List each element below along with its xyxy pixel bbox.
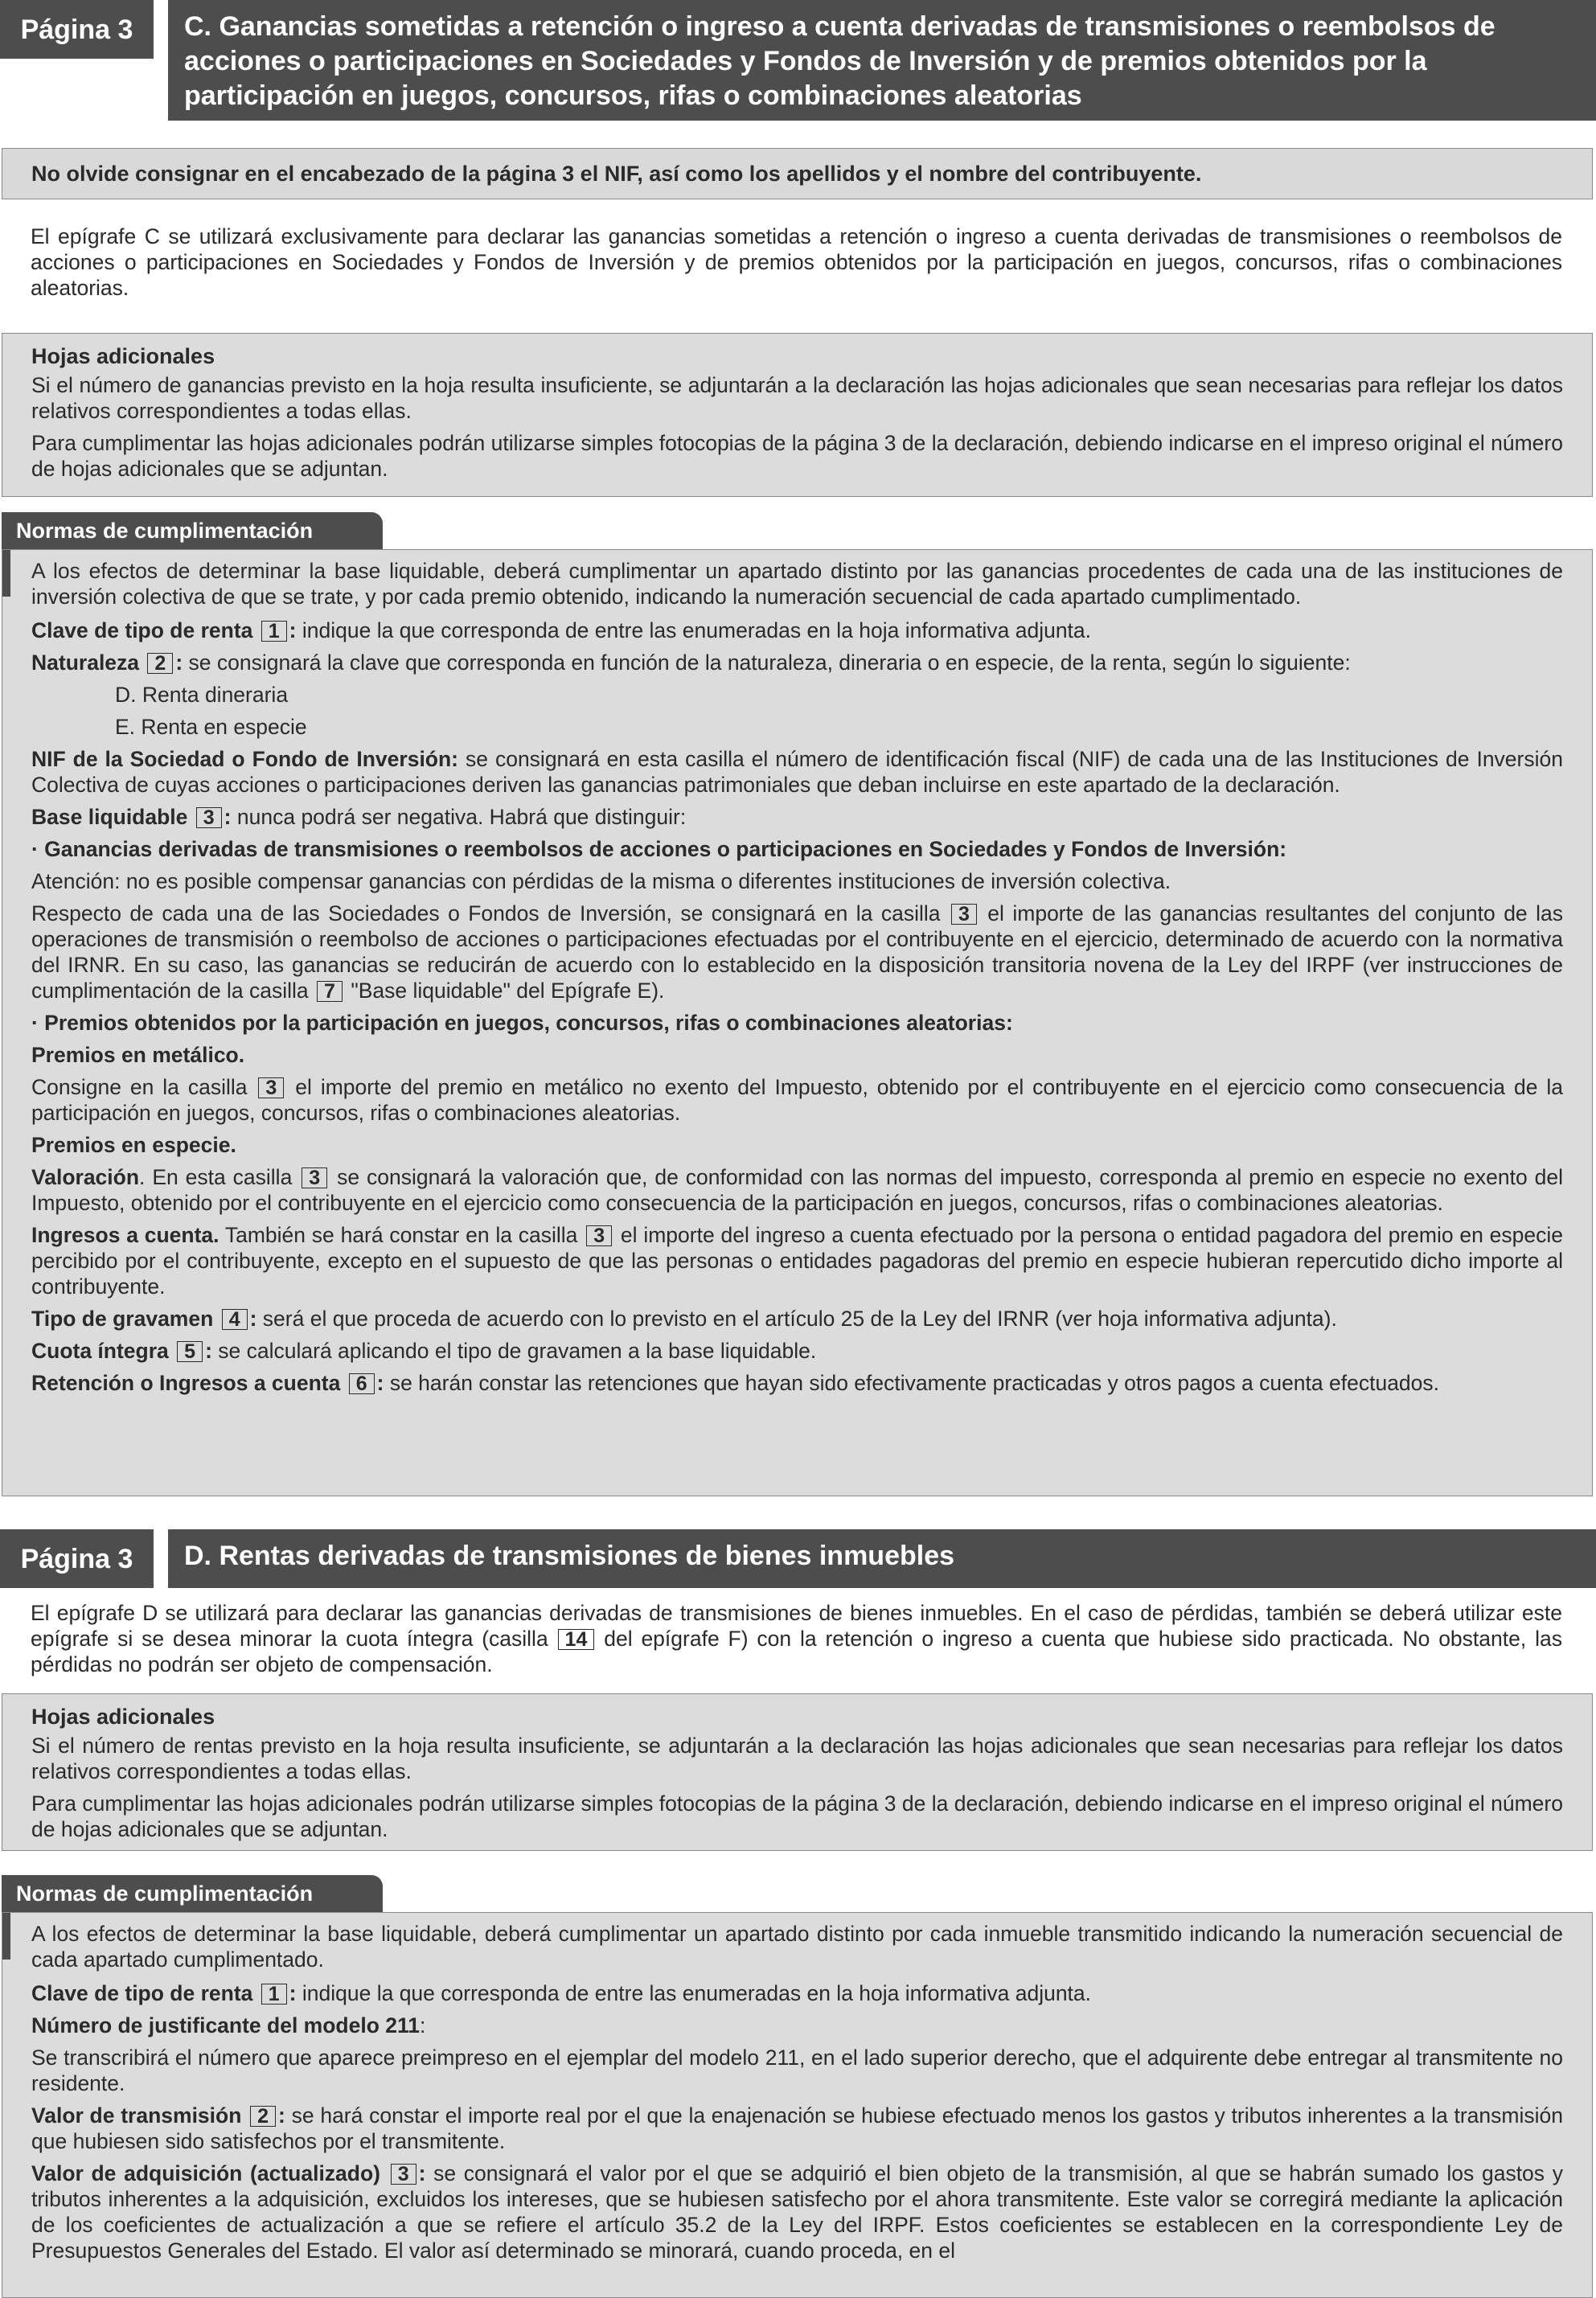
casilla-box: 3: [196, 807, 222, 828]
section-c-title: C. Ganancias sometidas a retención o ingreso a cuenta derivadas de transmisiones o reembolsos de acciones o participaciones en Sociedades y Fondos de Inversión y de premios obtenidos por la participación en juegos, concursos, rifas o combinaciones aleatorias: [168, 0, 1596, 121]
field-label: Tipo de gravamen: [31, 1307, 214, 1331]
ingresos-cuenta-text: Ingresos a cuenta. También se hará constar en la casilla 3 el importe del ingreso a cuenta efectuado por la persona o entidad pagadora del premio en especie percibido por el contribuyente, excepto en el supuesto de que las personas o entidades pagadoras del premio en especie hubieran repercutido dicho importe al contribuyente.: [31, 1223, 1563, 1299]
field-label: Clave de tipo de renta: [31, 618, 253, 642]
casilla-box: 14: [558, 1629, 595, 1650]
field-text: se hará constar el importe real por el que la enajenación se hubiese efectuado menos los gastos y tributos inherentes a la transmisión que hubiesen sido satisfechos por el transmitente.: [31, 2103, 1563, 2153]
field-text: indique la que corresponda de entre las enumeradas en la hoja informativa adjunta.: [302, 618, 1092, 642]
premios-especie-heading: Premios en especie.: [31, 1133, 236, 1157]
nif-notice-text: No olvide consignar en el encabezado de la página 3 el NIF, así como los apellidos y el nombre del contribuyente.: [31, 162, 1202, 186]
casilla-box: 3: [391, 2164, 416, 2185]
retencion-ingresos: Retención o Ingresos a cuenta 6 : se harán constar las retenciones que hayan sido efectivamente practicadas y otros pagos a cuenta efectuados.: [31, 1371, 1440, 1395]
field-text: se consignará en esta casilla el número de identificación fiscal (NIF) de cada una de las Instituciones de Inversión Colectiva de cuyas acciones o participaciones deriven las ganancias patrimoniales que deban incluirse en este apartado de la declaración.: [31, 747, 1563, 797]
casilla-box: 1: [261, 1984, 287, 2005]
casilla-box: 6: [349, 1373, 375, 1394]
field-label: Retención o Ingresos a cuenta: [31, 1371, 341, 1395]
hojas-paragraph: Para cumplimentar las hojas adicionales podrán utilizarse simples fotocopias de la página 3 de la declaración, debiendo indicarse en el impreso original el número de hojas adicionales que se adjuntan.: [31, 431, 1563, 481]
hojas-heading: Hojas adicionales: [31, 1705, 215, 1729]
nif-sociedad: [31, 746, 1563, 798]
ganancias-heading: · Ganancias derivadas de transmisiones o reembolsos de acciones o participaciones en Sociedades y Fondos de Inversión:: [31, 837, 1287, 861]
field-text: será el que proceda de acuerdo con lo previsto en el artículo 25 de la Ley del IRNR (ver hoja informativa adjunta).: [262, 1307, 1337, 1331]
atencion-text: Atención: no es posible compensar ganancias con pérdidas de la misma o diferentes instituciones de inversión colectiva.: [31, 869, 1171, 893]
field-label: Valor de transmisión: [31, 2103, 242, 2128]
casilla-box: 3: [951, 904, 977, 925]
premios-heading: · Premios obtenidos por la participación en juegos, concursos, rifas o combinaciones aleatorias:: [31, 1011, 1013, 1035]
field-label: Clave de tipo de renta: [31, 1981, 253, 2005]
nif-notice: [2, 148, 1593, 199]
field-text: se consignará la clave que corresponda en función de la naturaleza, dineraria o en especie, de la renta, según lo siguiente:: [188, 650, 1351, 675]
normas-d: [2, 1912, 1593, 2298]
normas-intro: A los efectos de determinar la base liquidable, deberá cumplimentar un apartado distinto por cada inmueble transmitido indicando la numeración secuencial de cada apartado cumplimentado.: [31, 1922, 1563, 1972]
field-label: NIF de la Sociedad o Fondo de Inversión:: [31, 747, 459, 771]
casilla-box: 2: [147, 653, 173, 674]
hojas-paragraph: Si el número de rentas previsto en la hoja resulta insuficiente, se adjuntarán a la declaración las hojas adicionales que sean necesarias para reflejar los datos relativos correspondientes a todas ellas.: [31, 1734, 1563, 1783]
field-label: Valor de adquisición (actualizado): [31, 2161, 380, 2185]
section-d-intro: El epígrafe D se utilizará para declarar las ganancias derivadas de transmisiones de bienes inmuebles. En el caso de pérdidas, también se deberá utilizar este epígrafe si se desea minorar la cuota íntegra (casilla 14 del epígrafe F) con la retención o ingreso a cuenta que hubiese sido practicada. No obstante, las pérdidas no podrán ser objeto de compensación.: [31, 1601, 1562, 1676]
casilla-box: 2: [250, 2106, 276, 2127]
page-badge-d: Página 3: [0, 1529, 154, 1588]
naturaleza-option: D. Renta dineraria: [115, 683, 289, 707]
normas-tab-c: Normas de cumplimentación: [2, 512, 383, 549]
hojas-adicionales-c: [2, 333, 1593, 497]
field-text: se harán constar las retenciones que hayan sido efectivamente practicadas y otros pagos a cuenta efectuados.: [389, 1371, 1440, 1395]
naturaleza-option: E. Renta en especie: [115, 715, 307, 739]
casilla-box: 7: [317, 981, 343, 1002]
field-text: nunca podrá ser negativa. Habrá que distinguir:: [236, 805, 687, 829]
cuota-integra: Cuota íntegra 5 : se calculará aplicando el tipo de gravamen a la base liquidable.: [31, 1339, 817, 1363]
section-d-title: D. Rentas derivadas de transmisiones de bienes inmuebles: [168, 1529, 1596, 1588]
hojas-adicionales-d: [2, 1693, 1593, 1851]
field-label: Cuota íntegra: [31, 1339, 169, 1363]
hojas-heading: Hojas adicionales: [31, 344, 215, 368]
respecto-paragraph: Respecto de cada una de las Sociedades o Fondos de Inversión, se consignará en la casilla 3 el importe de las ganancias resultantes del conjunto de las operaciones de transmisión o reembolso de acciones o participaciones efectuadas por el contribuyente en el ejercicio, determinado de acuerdo con la normativa del IRNR. En su caso, las ganancias se reducirán de acuerdo con lo establecido en la disposición transitoria novena de la Ley del IRPF (ver instrucciones de cumplimentación de la casilla 7 "Base liquidable" del Epígrafe E).: [31, 901, 1563, 1003]
field-text: se consignará el valor por el que se adquirió el bien objeto de la transmisión, al que se habrán sumado los gastos y tributos inherentes a la adquisición, excluidos los intereses, que se hubiesen satisfecho por el ahora transmitente. Este valor se corregirá mediante la aplicación de los coeficientes de actualización a que se refiere el artículo 35.2 de la Ley del IRPF. Estos coeficientes se establecen en la correspondiente Ley de Presupuestos Generales del Estado. El valor así determinado se minorará, cuando proceda, en el: [31, 2161, 1563, 2263]
tipo-gravamen: Tipo de gravamen 4 : será el que proceda de acuerdo con lo previsto en el artículo 25 de la Ley del IRNR (ver hoja informativa adjunta).: [31, 1307, 1337, 1331]
casilla-box: 3: [586, 1225, 612, 1246]
casilla-box: 4: [222, 1309, 248, 1330]
field-label: Naturaleza: [31, 650, 140, 675]
casilla-box: 5: [177, 1341, 203, 1362]
valoracion-text: Valoración. En esta casilla 3 se consignará la valoración que, de conformidad con las normas del impuesto, corresponda al premio en especie no exento del Impuesto, obtenido por el contribuyente en el ejercicio como consecuencia de la participación en juegos, concursos, rifas o combinaciones aleatorias.: [31, 1165, 1563, 1215]
page-badge-c: Página 3: [0, 0, 154, 59]
valor-transmision: Valor de transmisión 2 : se hará constar el importe real por el que la enajenación se hubiese efectuado menos los gastos y tributos inherentes a la transmisión que hubiesen sido satisfechos por el transmitente.: [31, 2103, 1563, 2153]
clave-tipo-renta: Clave de tipo de renta 1 : indique la que corresponda de entre las enumeradas en la hoja informativa adjunta.: [31, 618, 1092, 642]
hojas-paragraph: Para cumplimentar las hojas adicionales podrán utilizarse simples fotocopias de la página 3 de la declaración, debiendo indicarse en el impreso original el número de hojas adicionales que se adjuntan.: [31, 1791, 1563, 1841]
numero-justificante-text: Se transcribirá el número que aparece preimpreso en el ejemplar del modelo 211, en el lado superior derecho, que el adquirente debe entregar al transmitente no residente.: [31, 2046, 1563, 2095]
casilla-box: 3: [258, 1077, 284, 1098]
numero-justificante: Número de justificante del modelo 211:: [31, 2013, 426, 2037]
field-label: Número de justificante del modelo 211: [31, 2013, 421, 2037]
field-text: se calculará aplicando el tipo de gravamen a la base liquidable.: [218, 1339, 817, 1363]
premios-metalico-text: Consigne en la casilla 3 el importe del premio en metálico no exento del Impuesto, obtenido por el contribuyente en el ejercicio como consecuencia de la participación en juegos, concursos, rifas o combinaciones aleatorias.: [31, 1075, 1563, 1125]
naturaleza: Naturaleza 2 : se consignará la clave que corresponda en función de la naturaleza, dineraria o en especie, de la renta, según lo siguiente:: [31, 650, 1351, 675]
base-liquidable: Base liquidable 3 : nunca podrá ser negativa. Habrá que distinguir:: [31, 805, 687, 829]
hojas-paragraph: Si el número de ganancias previsto en la hoja resulta insuficiente, se adjuntarán a la declaración las hojas adicionales que sean necesarias para reflejar los datos relativos correspondientes a todas ellas.: [31, 373, 1563, 423]
casilla-box: 1: [261, 621, 287, 642]
field-text: indique la que corresponda de entre las enumeradas en la hoja informativa adjunta.: [302, 1981, 1092, 2005]
normas-intro: A los efectos de determinar la base liquidable, deberá cumplimentar un apartado distinto por las ganancias procedentes de cada una de las instituciones de inversión colectiva de que se trate, y por cada premio obtenido, indicando la numeración secuencial de cada apartado cumplimentado.: [31, 559, 1563, 609]
section-c-intro: El epígrafe C se utilizará exclusivamente para declarar las ganancias sometidas a retención o ingreso a cuenta derivadas de transmisiones o reembolsos de acciones o participaciones en Sociedades y Fondos de Inversión y de premios obtenidos por la participación en juegos, concursos, rifas o combinaciones aleatorias.: [31, 224, 1562, 300]
field-label: Base liquidable: [31, 805, 188, 829]
premios-metalico-heading: Premios en metálico.: [31, 1043, 245, 1067]
normas-tab-d: Normas de cumplimentación: [2, 1875, 383, 1912]
normas-c: [2, 549, 1593, 1496]
clave-tipo-renta: Clave de tipo de renta 1 : indique la que corresponda de entre las enumeradas en la hoja informativa adjunta.: [31, 1981, 1092, 2005]
casilla-box: 3: [302, 1167, 327, 1188]
valor-adquisicion: Valor de adquisición (actualizado) 3 : se consignará el valor por el que se adquirió el bien objeto de la transmisión, al que se habrán sumado los gastos y tributos inherentes a la adquisición, excluidos los intereses, que se hubiesen satisfecho por el ahora transmitente. Este valor se corregirá mediante la aplicación de los coeficientes de actualización a que se refiere el artículo 35.2 de la Ley del IRPF. Estos coeficientes se establecen en la correspondiente Ley de Presupuestos Generales del Estado. El valor así determinado se minorará, cuando proceda, en el: [31, 2161, 1563, 2263]
